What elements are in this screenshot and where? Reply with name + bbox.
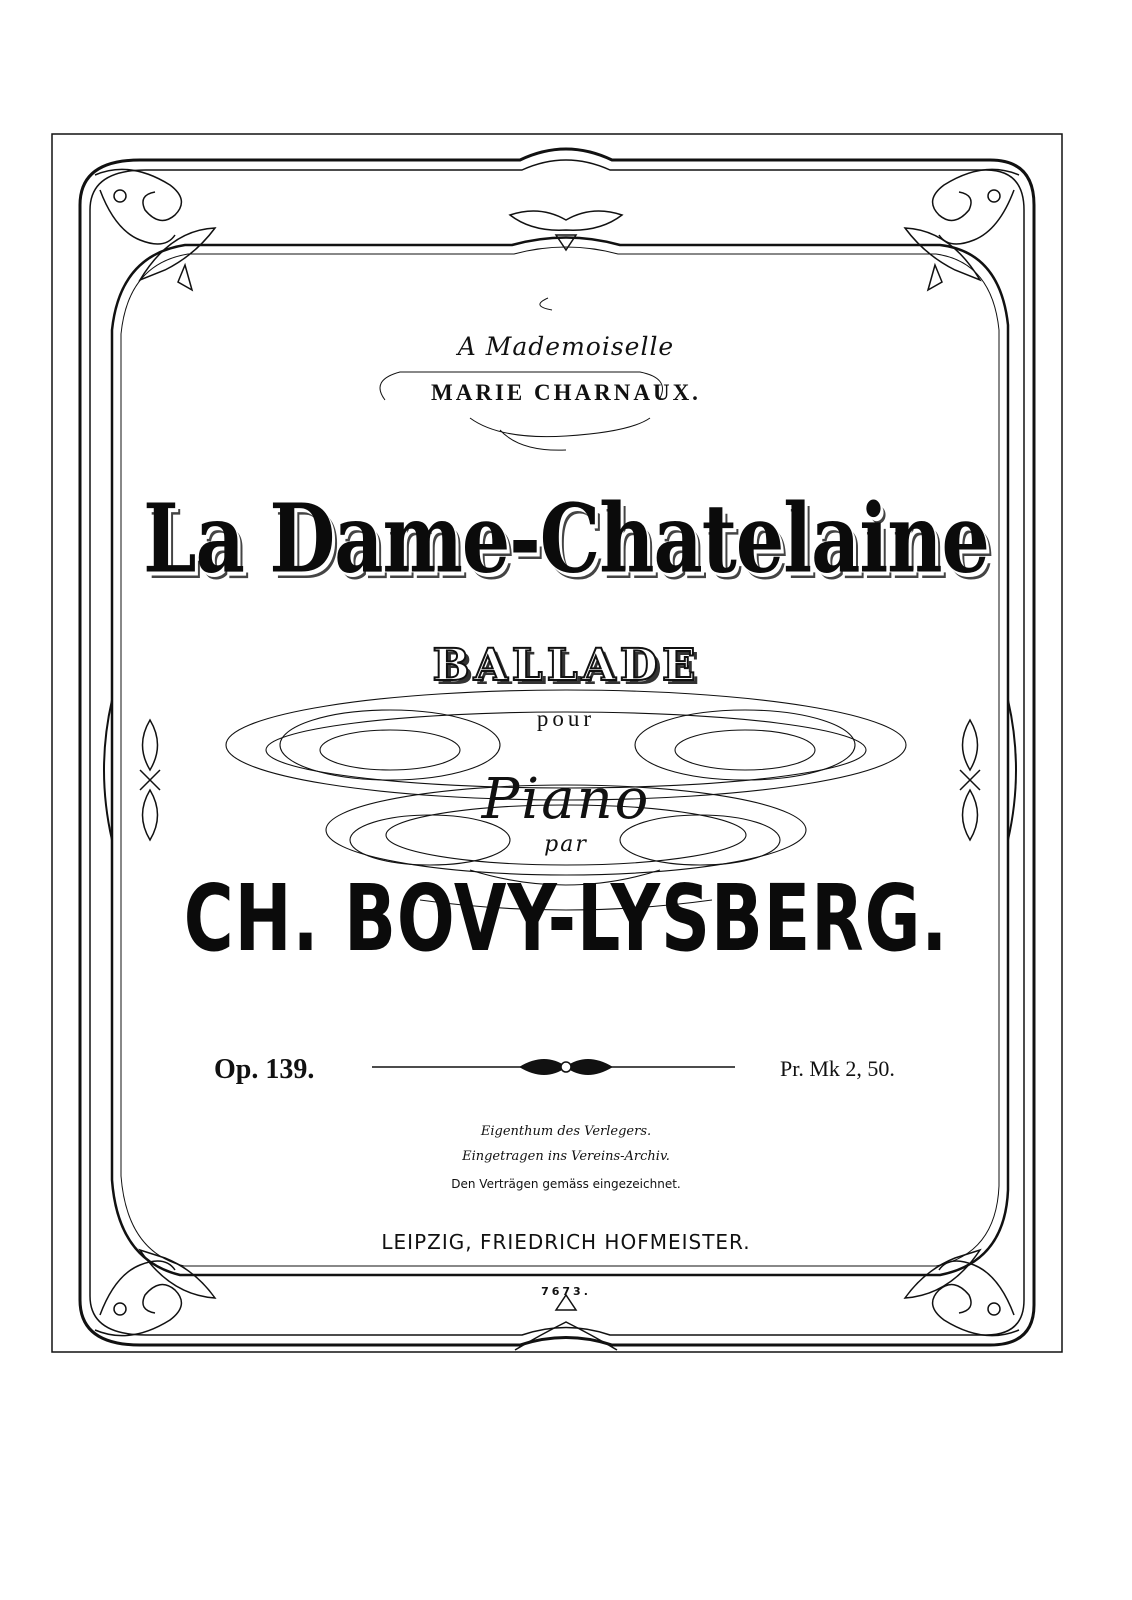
composer-name: CH. BOVY-LYSBERG. [183,866,949,973]
main-frame [80,149,1034,1345]
par-label: par [544,832,588,857]
divider-ornament-icon [372,1060,735,1075]
price-label: Pr. Mk 2, 50. [780,1056,895,1081]
pour-label: pour [536,706,596,731]
corner-scroll-icon [933,1261,1019,1336]
dedicatee-name: MARIE CHARNAUX. [431,380,701,405]
corner-scroll-icon [933,169,1019,244]
publisher-line: LEIPZIG, FRIEDRICH HOFMEISTER. [381,1230,751,1254]
copyright-note: Eingetragen ins Vereins-Archiv. [462,1149,670,1164]
outer-border [52,134,1062,1352]
genre-heading: BALLADE [432,640,700,691]
corner-scroll-icon [95,169,181,244]
flourish-icon [380,298,663,450]
dedication-line: A Mademoiselle [457,332,675,361]
instrument-label: Piano [481,767,651,832]
plate-number: 7673. [541,1285,591,1298]
page-title: La Dame-Chatelaine [143,482,989,595]
opus-number: Op. 139. [214,1054,315,1085]
copyright-note: Den Verträgen gemäss eingezeichnet. [451,1177,681,1191]
copyright-note: Eigenthum des Verlegers. [480,1124,652,1139]
